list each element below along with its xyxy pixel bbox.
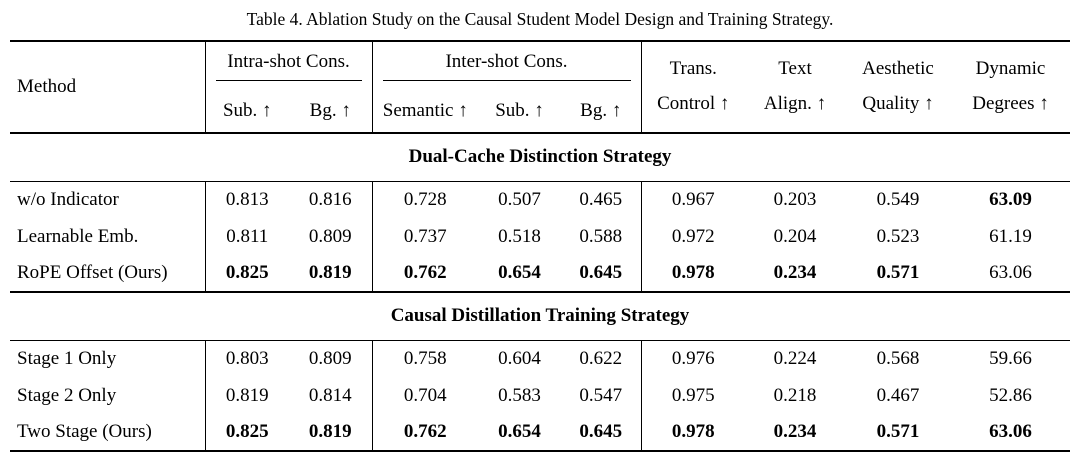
value-cell: 0.811 [226, 225, 269, 247]
value-cell: 0.819 [225, 384, 269, 406]
value-cell: 0.825 [225, 421, 269, 442]
value-cell: 0.809 [289, 340, 372, 377]
value-cell: 0.645 [561, 255, 641, 292]
section-heading-causal-distillation: Causal Distillation Training Strategy [10, 292, 1070, 340]
value-cell: 0.588 [561, 218, 641, 255]
aesthetic-quality-header [845, 41, 951, 133]
dynamic-degrees-line2: Degrees ↑ [972, 93, 1049, 114]
value-cell: 0.507 [498, 188, 541, 210]
value-cell: 0.547 [561, 377, 641, 414]
value-cell: 0.737 [403, 225, 447, 247]
value-cell: 0.523 [876, 225, 920, 247]
inter-sub-header: Sub. ↑ [495, 99, 544, 121]
value-cell: 0.583 [498, 384, 541, 406]
value-cell: 63.09 [989, 188, 1032, 210]
value-cell: 0.518 [498, 225, 541, 247]
value-cell: 0.465 [561, 181, 641, 218]
value-cell: 0.704 [403, 384, 447, 406]
value-cell: 0.224 [773, 347, 817, 369]
text-align-line2: Align. ↑ [763, 93, 827, 114]
value-cell: 0.571 [876, 421, 920, 442]
trans-control-header [641, 41, 745, 133]
dynamic-degrees-header [951, 41, 1070, 133]
value-cell: 63.06 [989, 421, 1032, 442]
value-cell: 0.762 [403, 262, 447, 283]
dynamic-degrees-line1: Dynamic [975, 58, 1046, 80]
value-cell: 0.204 [773, 225, 817, 247]
text-align-header [745, 41, 845, 133]
value-cell: 0.234 [773, 421, 817, 442]
method-column-header: Method [10, 41, 205, 133]
method-cell: Stage 2 Only [10, 377, 205, 414]
value-cell: 0.972 [671, 225, 715, 247]
value-cell: 0.978 [671, 262, 715, 283]
table-row [10, 218, 1070, 255]
value-cell: 0.467 [876, 384, 920, 406]
value-cell: 0.978 [671, 421, 715, 442]
value-cell: 0.549 [876, 188, 920, 210]
intra-sub-header: Sub. ↑ [222, 99, 272, 121]
value-cell: 0.645 [561, 414, 641, 451]
intra-bg-header: Bg. ↑ [289, 89, 372, 133]
value-cell: 0.758 [403, 347, 447, 369]
value-cell: 0.218 [773, 384, 817, 406]
table-row [10, 181, 1070, 218]
value-cell: 0.967 [671, 188, 715, 210]
value-cell: 0.816 [289, 181, 372, 218]
method-cell: Learnable Emb. [10, 218, 205, 255]
value-cell: 63.06 [989, 262, 1032, 283]
inter-bg-header: Bg. ↑ [561, 89, 641, 133]
intra-shot-cons-header [205, 41, 372, 89]
value-cell: 52.86 [989, 384, 1032, 406]
value-cell: 59.66 [989, 347, 1032, 369]
intra-shot-cons-label: Intra-shot Cons. [216, 42, 362, 81]
section-heading-row [10, 133, 1070, 181]
value-cell: 0.819 [289, 255, 372, 292]
value-cell: 0.234 [773, 262, 817, 283]
ablation-table [10, 40, 1070, 452]
table-row [10, 340, 1070, 377]
value-cell: 0.571 [876, 262, 920, 283]
value-cell: 0.803 [225, 347, 269, 369]
inter-shot-cons-header [372, 41, 641, 89]
section-heading-row [10, 292, 1070, 340]
value-cell: 0.622 [561, 340, 641, 377]
method-cell: RoPE Offset (Ours) [10, 255, 205, 292]
value-cell: 0.728 [403, 188, 447, 210]
inter-shot-cons-label: Inter-shot Cons. [383, 42, 631, 81]
value-cell: 0.814 [289, 377, 372, 414]
trans-control-line1: Trans. [669, 58, 717, 80]
trans-control-line2: Control ↑ [657, 93, 730, 114]
value-cell: 0.604 [498, 347, 541, 369]
value-cell: 0.654 [498, 421, 541, 442]
value-cell: 0.975 [671, 384, 715, 406]
table-row [10, 255, 1070, 292]
value-cell: 0.813 [225, 188, 269, 210]
value-cell: 0.976 [671, 347, 715, 369]
value-cell: 0.654 [498, 262, 541, 283]
value-cell: 0.809 [289, 218, 372, 255]
table-row [10, 414, 1070, 451]
value-cell: 0.568 [876, 347, 920, 369]
section-heading-dual-cache: Dual-Cache Distinction Strategy [10, 133, 1070, 181]
method-cell: Two Stage (Ours) [10, 414, 205, 451]
method-cell: w/o Indicator [10, 181, 205, 218]
table-row [10, 377, 1070, 414]
value-cell: 0.762 [403, 421, 447, 442]
text-align-line1: Text [778, 58, 812, 80]
value-cell: 0.819 [289, 414, 372, 451]
aesthetic-quality-line1: Aesthetic [862, 58, 934, 80]
value-cell: 61.19 [989, 225, 1032, 247]
value-cell: 0.203 [773, 188, 817, 210]
method-cell: Stage 1 Only [10, 340, 205, 377]
inter-semantic-header: Semantic ↑ [382, 99, 468, 121]
table-caption: Table 4. Ablation Study on the Causal Student Model Design and Training Strategy. [246, 9, 834, 29]
aesthetic-quality-line2: Quality ↑ [862, 93, 934, 114]
value-cell: 0.825 [225, 262, 269, 283]
